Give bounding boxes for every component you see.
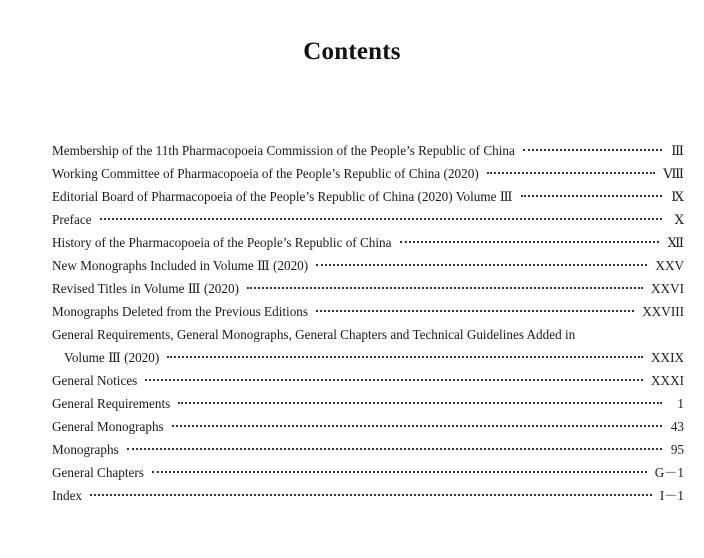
dot-leader	[100, 218, 662, 220]
toc-entry	[52, 254, 684, 277]
toc-entry-page: Ⅹ	[674, 212, 684, 227]
dot-leader	[127, 448, 662, 450]
toc-entry-label: New Monographs Included in Volume Ⅲ (2020)	[52, 258, 309, 273]
toc-entry-label: Membership of the 11th Pharmacopoeia Commission of the People’s Republic of China	[52, 143, 515, 158]
toc-entry-label: General Requirements	[52, 396, 171, 411]
toc-entry-label: General Chapters	[52, 465, 144, 480]
dot-leader	[487, 172, 656, 174]
toc-entry-page: XXV	[655, 258, 684, 273]
dot-leader	[400, 241, 660, 243]
toc-entry-page: Ⅷ	[663, 166, 684, 181]
toc-entry	[52, 162, 684, 185]
toc-entry-page: G－1	[654, 465, 684, 480]
toc-entry-page: XXVI	[651, 281, 684, 296]
toc-entry-label: Working Committee of Pharmacopoeia of the People’s Republic of China (2020)	[52, 166, 479, 181]
toc-entry-page: I－1	[659, 488, 684, 503]
page-title: Contents	[303, 38, 401, 65]
toc-entry-page: XXVIII	[642, 304, 684, 319]
dot-leader	[145, 379, 643, 381]
toc-entry-label: Editorial Board of Pharmacopoeia of the People’s Republic of China (2020) Volume Ⅲ	[52, 189, 513, 204]
toc-entry-page: Ⅲ	[671, 143, 684, 158]
toc-entry-page: Ⅸ	[671, 189, 684, 204]
toc-entry-label: General Notices	[52, 373, 138, 388]
toc-entry	[52, 438, 684, 461]
toc-entry-label: Monographs	[52, 442, 119, 457]
toc-entry	[52, 277, 684, 300]
toc-entry	[52, 484, 684, 507]
table-of-contents	[52, 139, 684, 507]
dot-leader	[521, 195, 662, 197]
dot-leader	[316, 264, 647, 266]
toc-entry-label: Monographs Deleted from the Previous Editions	[52, 304, 309, 319]
dot-leader	[178, 402, 662, 404]
dot-leader	[167, 356, 643, 358]
toc-entry-label-continued: Volume Ⅲ (2020)	[64, 350, 160, 365]
toc-entry-page: 95	[670, 442, 684, 457]
dot-leader	[172, 425, 662, 427]
toc-entry-label: History of the Pharmacopoeia of the People’s Republic of China	[52, 235, 392, 250]
toc-entry	[52, 300, 684, 323]
toc-entry-label: Preface	[52, 212, 92, 227]
toc-entry	[52, 415, 684, 438]
toc-entry	[52, 461, 684, 484]
toc-entry-page: XXXI	[651, 373, 684, 388]
dot-leader	[316, 310, 634, 312]
toc-entry-label: Revised Titles in Volume Ⅲ (2020)	[52, 281, 239, 296]
toc-entry-continuation	[52, 346, 684, 369]
toc-entry-page: XXIX	[651, 350, 684, 365]
toc-entry-label: General Monographs	[52, 419, 164, 434]
toc-entry-page: 43	[670, 419, 684, 434]
dot-leader	[523, 149, 662, 151]
toc-entry	[52, 139, 684, 162]
toc-entry-page: 1	[677, 396, 684, 411]
toc-entry	[52, 185, 684, 208]
toc-entry	[52, 369, 684, 392]
dot-leader	[90, 494, 652, 496]
dot-leader	[247, 287, 643, 289]
dot-leader	[152, 471, 647, 473]
toc-entry-label: General Requirements, General Monographs, General Chapters and Technical Guidelines Added in	[52, 327, 576, 342]
toc-entry	[52, 208, 684, 231]
toc-entry-page: Ⅻ	[667, 235, 684, 250]
toc-entry-label: Index	[52, 488, 83, 503]
toc-entry	[52, 231, 684, 254]
toc-entry	[52, 392, 684, 415]
toc-entry	[52, 323, 684, 369]
